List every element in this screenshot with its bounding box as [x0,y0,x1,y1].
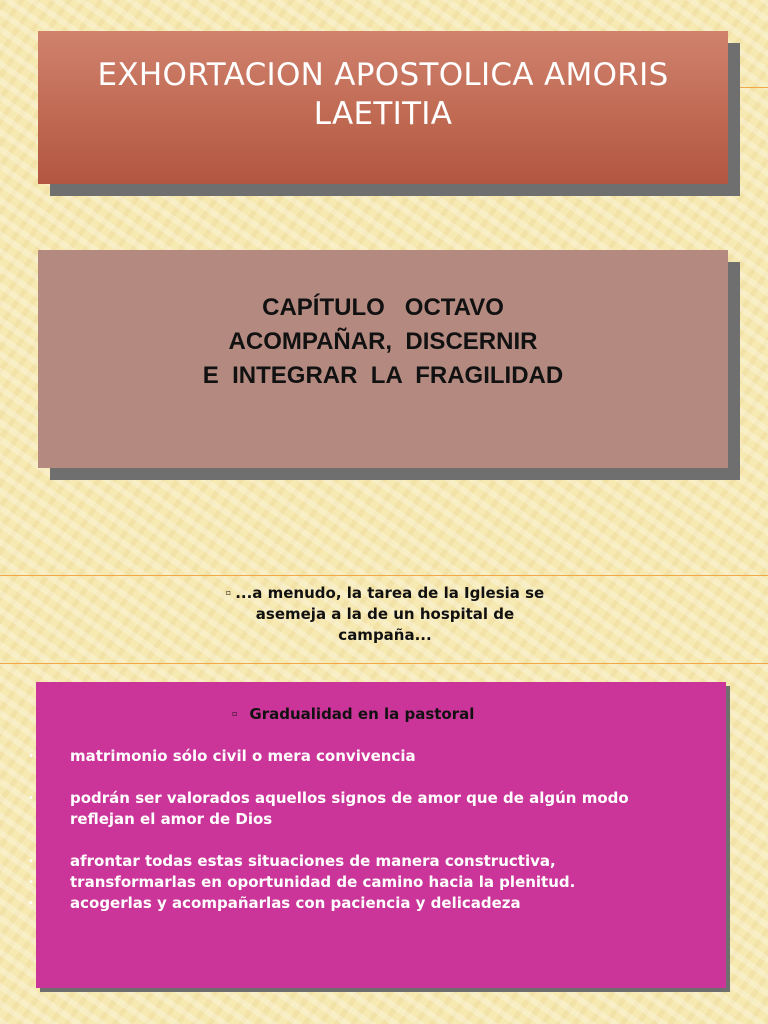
title-box [38,31,728,184]
bullet-icon: • [28,898,34,909]
list-item [28,872,726,893]
pastoral-list [28,746,726,914]
bullet-icon: • [28,856,34,867]
list-item [28,788,726,830]
chapter-title-line-2: E INTEGRAR LA FRAGILIDAD [202,362,564,389]
quote-line-1: ...a menudo, la tarea de la Iglesia se [235,584,545,602]
pastoral-heading-text: Gradualidad en la pastoral [249,705,475,723]
bullet-icon: • [28,793,34,804]
list-item [28,851,726,872]
quote-line-2: asemeja a la de un hospital de [255,605,515,623]
list-item-text-continued: reflejan el amor de Dios [70,810,273,828]
title-box-shadow [728,43,740,196]
chapter-box [38,250,728,468]
pastoral-box [28,682,726,988]
quote-line-3: campaña... [338,626,432,644]
title-box-shadow-bottom [50,184,740,196]
accent-line-lower [0,663,768,664]
list-item-text: matrimonio sólo civil o mera convivencia [70,747,416,765]
chapter-box-shadow [728,262,740,480]
slide-title [97,56,668,134]
chapter-number: CAPÍTULO OCTAVO [262,294,504,321]
list-item-text: afrontar todas estas situaciones de manera constructiva, [70,852,556,870]
list-item-text: podrán ser valorados aquellos signos de amor que de algún modo [70,789,629,807]
pastoral-box-shadow [726,686,730,992]
square-bullet-icon: ▫ [232,709,238,718]
accent-line-middle [0,575,768,576]
bullet-icon: • [28,877,34,888]
pastoral-heading [232,704,726,724]
slide-title-line-2: LAETITIA [313,95,453,132]
chapter-title-line-1: ACOMPAÑAR, DISCERNIR [228,328,538,355]
list-item [28,893,726,914]
list-item-text: transformarlas en oportunidad de camino hacia la plenitud. [70,873,576,891]
pastoral-box-shadow-bottom [40,988,730,992]
quote [195,582,575,646]
list-item-text: acogerlas y acompañarlas con paciencia y delicadeza [70,894,521,912]
list-item [28,746,726,767]
square-bullet-icon: ▫ [225,588,232,597]
chapter-box-shadow-bottom [50,468,740,480]
bullet-icon: • [28,751,34,762]
slide-title-line-1: EXHORTACION APOSTOLICA AMORIS [97,56,669,93]
